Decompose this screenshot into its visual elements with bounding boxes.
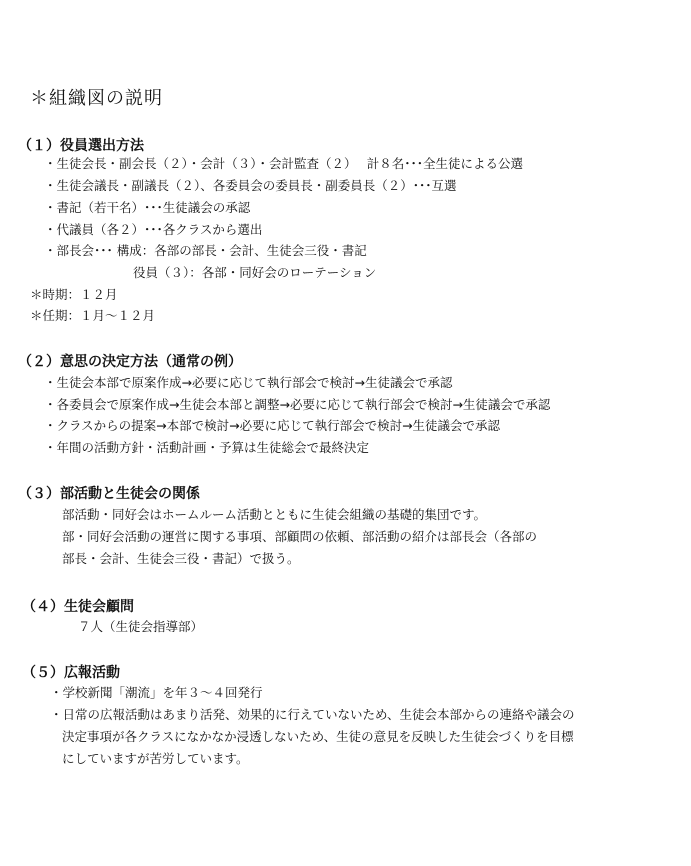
section-2-line-4: ・年間の活動方針・活動計画・予算は生徒総会で最終決定 — [44, 440, 370, 455]
section-1-line-6: 役員（３）：各部・同好会のローテーション — [133, 265, 377, 280]
section-4-heading: （４）生徒会顧問 — [22, 599, 134, 615]
section-1-line-2: ・生徒会議長・副議長（２）、各委員会の委員長・副委員長（２）･･･互選 — [44, 178, 457, 193]
section-5-heading: （５）広報活動 — [22, 665, 120, 681]
section-1-line-7: ＊時期：１２月 — [30, 287, 118, 302]
section-1-line-5: ・部長会･･･ 構成：各部の部長・会計、生徒会三役・書記 — [44, 243, 367, 258]
section-1-line-8: ＊任期：１月～１２月 — [30, 308, 156, 323]
section-2-line-1: ・生徒会本部で原案作成→必要に応じて執行部会で検討→生徒議会で承認 — [44, 375, 453, 390]
section-1-heading: （１）役員選出方法 — [18, 138, 144, 154]
section-3-line-3: 部長・会計、生徒会三役・書記）で扱う。 — [62, 551, 300, 566]
section-2-line-3: ・クラスからの提案→本部で検討→必要に応じて執行部会で検討→生徒議会で承認 — [44, 418, 501, 433]
section-5-line-3: 決定事項が各クラスになかなか浸透しないため、生徒の意見を反映した生徒会づくりを目標 — [62, 729, 574, 744]
section-4-line-1: ７人（生徒会指導部） — [78, 619, 204, 634]
section-2-heading: （２）意思の決定方法（通常の例） — [18, 354, 242, 370]
section-5-line-1: ・学校新聞「潮流」を年３～４回発行 — [50, 685, 263, 700]
section-3-heading: （３）部活動と生徒会の関係 — [18, 486, 200, 502]
section-5-line-2: ・日常の広報活動はあまり活発、効果的に行えていないため、生徒会本部からの連絡や議会の — [50, 707, 575, 722]
section-3-line-1: 部活動・同好会はホームルーム活動とともに生徒会組織の基礎的集団です。 — [62, 507, 487, 522]
section-1-line-1: ・生徒会長・副会長（２）・会計（３）・会計監査（２） 計８名･･･全生徒による公選 — [44, 156, 523, 171]
document-title: ＊組織図の説明 — [30, 88, 163, 109]
section-5-line-4: にしていますが苦労しています。 — [62, 751, 249, 766]
section-3-line-2: 部・同好会活動の運営に関する事項、部顧問の依頼、部活動の紹介は部長会（各部の — [62, 529, 538, 544]
section-1-line-4: ・代議員（各２）･･･各クラスから選出 — [44, 222, 263, 237]
section-1-line-3: ・書記（若干名）･･･生徒議会の承認 — [44, 200, 251, 215]
section-2-line-2: ・各委員会で原案作成→生徒会本部と調整→必要に応じて執行部会で検討→生徒議会で承認 — [44, 397, 551, 412]
